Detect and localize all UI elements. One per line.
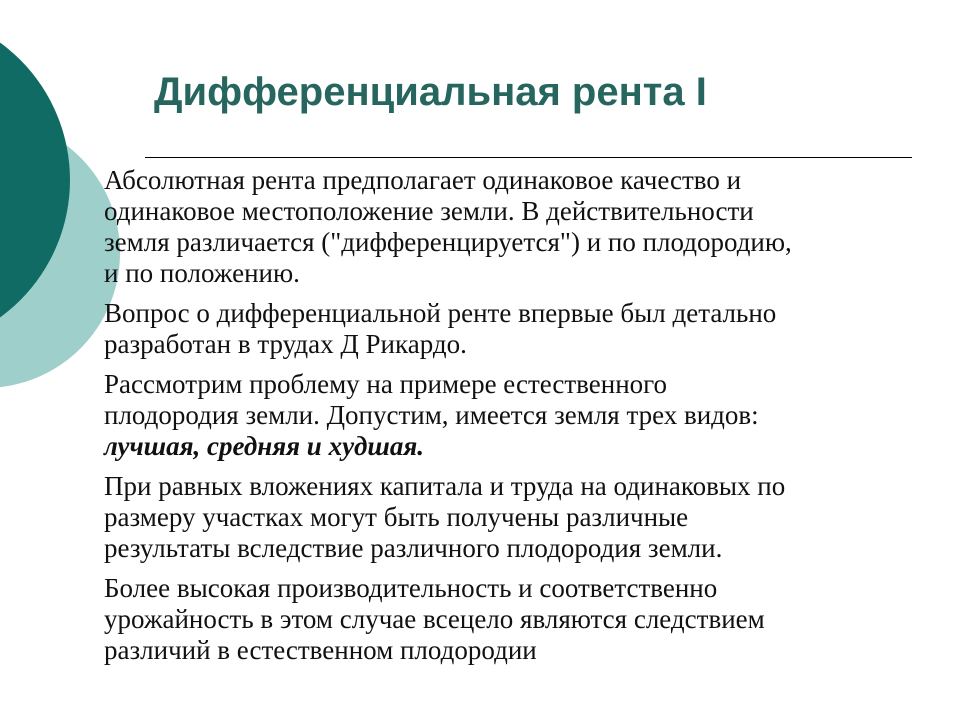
paragraph-land-types-text: Рассмотрим проблему на примере естественного плодородия земли. Допустим, имеется земля трех видов:: [104, 369, 759, 430]
paragraph-absolute-rent: Абсолютная рента предполагает одинаковое качество и одинаковое местоположение земли. В действительности земля различается ("дифференцируется") и по плодородию, и по положению.: [104, 165, 792, 288]
title-divider: [145, 157, 912, 158]
paragraph-productivity: Более высокая производительность и соответственно урожайность в этом случае всецело являются следствием различий в естественном плодородии: [104, 573, 765, 665]
slide-body: [104, 165, 934, 675]
paragraph-equal-investments: При равных вложениях капитала и труда на одинаковых по размеру участках могут быть получены различные результаты вследствие различного плодородия земли.: [104, 471, 786, 563]
paragraph-land-types: [104, 369, 934, 462]
slide-title: Дифференциальная рента I: [154, 70, 707, 114]
paragraph-ricardo: Вопрос о дифференциальной ренте впервые был детально разработан в трудах Д Рикардо.: [104, 298, 777, 359]
land-types-emphasis: лучшая, средняя и худшая.: [104, 431, 425, 461]
